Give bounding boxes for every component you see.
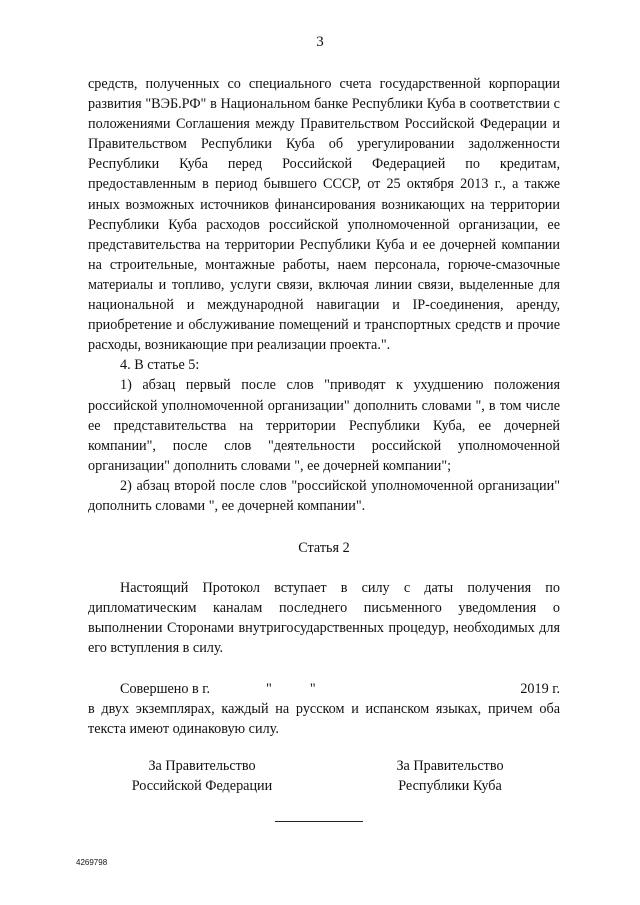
paragraph-item-1: 1) абзац первый после слов "приводят к ухудшению положения российской уполномоченной организации" дополнить словами ", в том числе ее представительства на территории Республики Куба, ее дочерней компании", после слов "деятельности российской уполномоченной организации" дополнить словами ", ее дочерней компании"; xyxy=(88,377,560,474)
signing-date-line xyxy=(88,679,560,699)
paragraph-item-2: 2) абзац второй после слов "российской уполномоченной организации" дополнить словами ", ее дочерней компании". xyxy=(88,477,560,514)
paragraph-copies: в двух экземплярах, каждый на русском и испанском языках, причем оба текста имеют одинаковую силу. xyxy=(88,700,560,737)
quote-open: " xyxy=(266,680,272,697)
paragraph-funding-sources: средств, полученных со специального счета государственной корпорации развития "ВЭБ.РФ" в Национальном банке Республики Куба в соответствии с положениями Соглашения между Правительством Российской Федерации и Правительством Республики Куба об урегулировании задолженности Республики Куба перед Российской Федерацией по кредитам, предоставленным в период бывшего СССР, от 25 октября 2013 г., а также иных возможных источников финансирования возникающих на территории Республики Куба расходов российской уполномоченной организации, ее представительства на территории Республики Куба и ее дочерней компании на строительные, монтажные работы, наем персонала, горюче-смазочные материалы и топливо, услуги связи, включая линии связи, выделенные для национальной и международной навигации и IP-соединения, аренду, приобретение и обслуживание помещений и транспортных средств и прочие расходы, возникающие при реализации проекта.". xyxy=(88,76,560,354)
signature-russia-line2: Российской Федерации xyxy=(131,778,273,795)
date-quotes xyxy=(266,679,316,699)
signature-block xyxy=(0,756,640,800)
paragraph-article-5-header: 4. В статье 5: xyxy=(120,357,200,374)
paragraph-entry-into-force: Настоящий Протокол вступает в силу с даты получения по дипломатическим каналам последнего письменного уведомления о выполнении Сторонами внутригосударственных процедур, необходимых для его вступления в силу. xyxy=(88,580,560,657)
signature-russia xyxy=(120,756,284,796)
article-title: Статья 2 xyxy=(298,540,350,557)
quote-close: " xyxy=(309,680,316,697)
page-number: 3 xyxy=(316,34,324,50)
signature-cuba xyxy=(385,756,515,796)
end-divider xyxy=(275,821,363,822)
signature-cuba-line1: За Правительство xyxy=(396,758,504,774)
document-body xyxy=(88,74,560,739)
signature-russia-line1: За Правительство xyxy=(148,758,256,774)
signature-cuba-line2: Республики Куба xyxy=(398,778,502,795)
document-code: 4269798 xyxy=(76,858,108,867)
signing-place-label: Совершено в г. xyxy=(120,680,211,697)
signing-place-group xyxy=(120,679,316,699)
signing-year: 2019 г. xyxy=(520,680,560,697)
